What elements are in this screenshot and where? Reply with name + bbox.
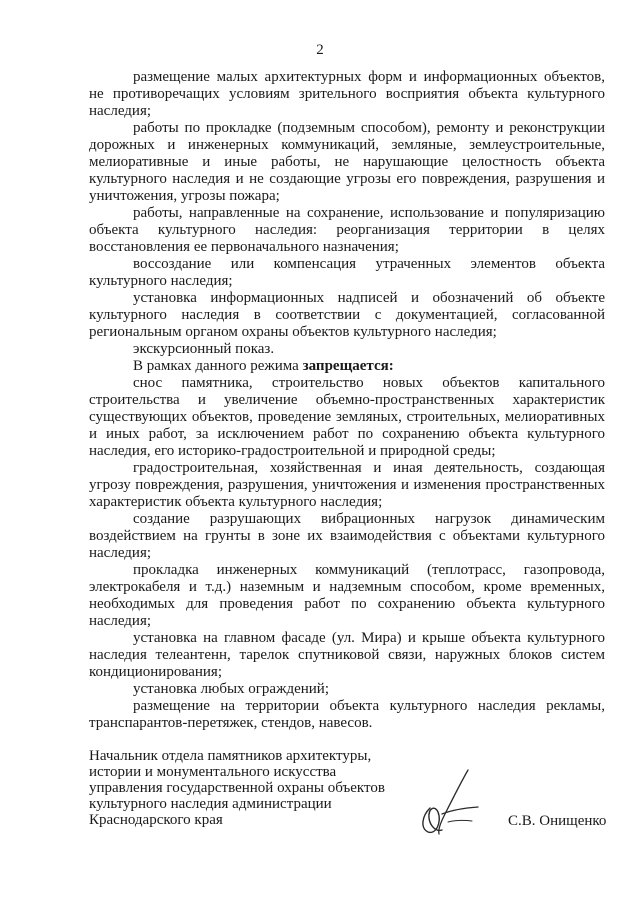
signatory-title-line: управления государственной охраны объектов [89, 780, 385, 796]
paragraph-text: размещение на территории объекта культурного наследия рекламы, транспарантов-перетяжек, стендов, навесов. [89, 698, 605, 731]
paragraph-text: установка любых ограждений; [133, 681, 329, 697]
paragraph-text: установка на главном фасаде (ул. Мира) и крыше объекта культурного наследия телеантенн, тарелок спутниковой связи, наружных блоков систем кондиционирования; [89, 630, 605, 680]
paragraph [89, 341, 605, 358]
paragraph-text: работы по прокладке (подземным способом), ремонту и реконструкции дорожных и инженерных коммуникаций, земляные, землеустроительные, мелиоративные и иные работы, не нарушающие целостность объекта культурного наследия и не создающие угрозы его повреждения, разрушения и уничтожения, угрозы пожара; [89, 120, 605, 204]
paragraph-text: работы, направленные на сохранение, использование и популяризацию объекта культурного наследия: реорганизация территории в целях восстановления ее первоначального назначения; [89, 205, 605, 255]
paragraph [89, 69, 605, 120]
signatory-name: С.В. Онищенко [508, 813, 607, 829]
signatory-title-line: Краснодарского края [89, 812, 223, 828]
paragraph [89, 375, 605, 460]
paragraph-text: прокладка инженерных коммуникаций (теплотрасс, газопровода, электрокабеля и т.д.) наземным и надземным способом, кроме временных, необходимых для проведения работ по сохранению объекта культурного наследия; [89, 562, 605, 629]
document-body [89, 69, 605, 732]
signatory-title-line: культурного наследия администрации [89, 796, 332, 812]
paragraph-text: создание разрушающих вибрационных нагрузок динамическим воздействием на грунты в зоне их взаимодействия с объектами культурного наследия; [89, 511, 605, 561]
paragraph-text: В рамках данного режима [133, 358, 303, 374]
paragraph-text: градостроительная, хозяйственная и иная деятельность, создающая угрозу повреждения, разрушения, уничтожения и изменения пространственных характеристик объекта культурного наследия; [89, 460, 605, 510]
handwritten-signature [408, 762, 488, 842]
paragraph [89, 630, 605, 681]
signatory-title [89, 748, 409, 828]
paragraph-text: размещение малых архитектурных форм и информационных объектов, не противоречащих условиям зрительного восприятия объекта культурного наследия; [89, 69, 605, 119]
paragraph [89, 562, 605, 630]
signatory-title-line: истории и монументального искусства [89, 764, 337, 780]
paragraph [89, 681, 605, 698]
paragraph [89, 698, 605, 732]
paragraph [89, 511, 605, 562]
signatory-title-line: Начальник отдела памятников архитектуры, [89, 748, 372, 764]
paragraph-prohibited-heading [89, 358, 605, 375]
paragraph-text: экскурсионный показ. [133, 341, 275, 357]
paragraph [89, 205, 605, 256]
paragraph-text: снос памятника, строительство новых объектов капитального строительства и увеличение объемно-пространственных характеристик существующих объектов, проведение земляных, строительных, мелиоративных и иных работ, за исключением работ по сохранению объекта культурного наследия, его историко-градостроительной и природной среды; [89, 375, 605, 459]
paragraph [89, 290, 605, 341]
paragraph [89, 460, 605, 511]
paragraph [89, 120, 605, 205]
paragraph-text: воссоздание или компенсация утраченных элементов объекта культурного наследия; [89, 256, 605, 289]
paragraph [89, 256, 605, 290]
paragraph-text: установка информационных надписей и обозначений об объекте культурного наследия в соответствии с документацией, согласованной региональным органом охраны объектов культурного наследия; [89, 290, 605, 340]
prohibited-label: запрещается: [302, 358, 394, 374]
page-number: 2 [316, 42, 324, 58]
